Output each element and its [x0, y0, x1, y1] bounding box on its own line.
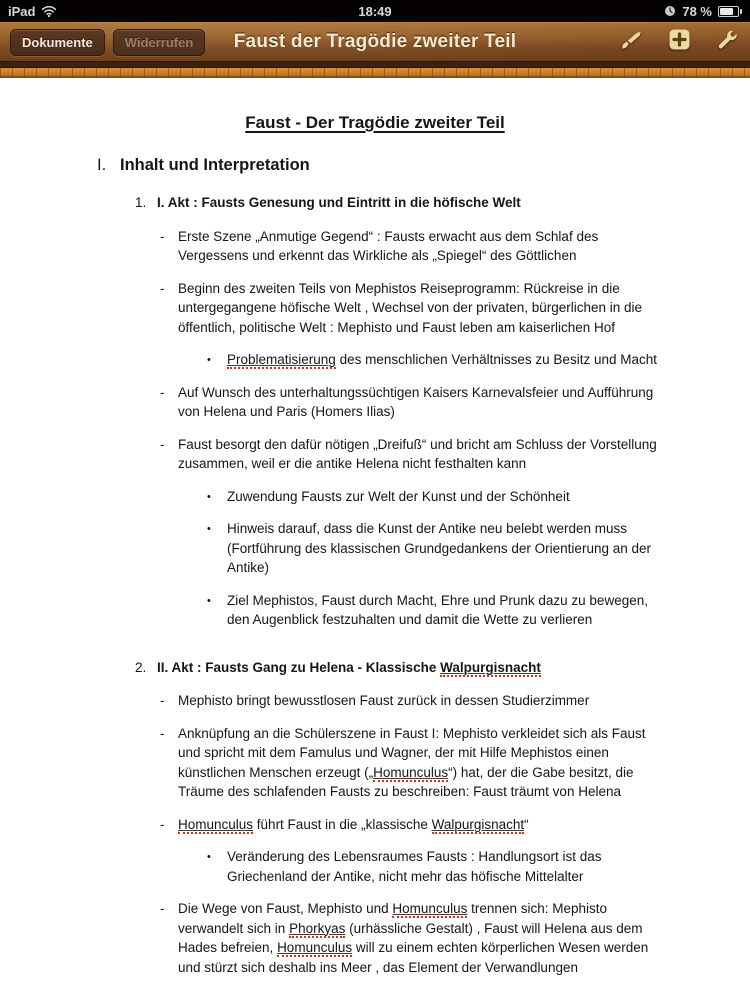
text-segment: II. Akt : Fausts Gang zu Helena - Klassische: [157, 659, 441, 675]
list-marker: •: [207, 594, 211, 607]
misspelled-word: Problematisierung: [227, 352, 336, 367]
insert-button[interactable]: [666, 29, 692, 55]
undo-button[interactable]: Widerrufen: [113, 29, 206, 56]
text-segment: Zuwendung Fausts zur Welt der Kunst und der Schönheit: [227, 488, 570, 504]
document-page[interactable]: [0, 78, 750, 1000]
text-segment: führt Faust in die „klassische: [253, 816, 432, 832]
list-marker: -: [160, 693, 165, 708]
list-marker: -: [160, 816, 165, 832]
paragraph-text: [178, 901, 648, 975]
ruler: [0, 68, 750, 78]
text-segment: Inhalt und Interpretation: [120, 156, 310, 174]
text-segment: Faust - Der Tragödie zweiter Teil: [245, 113, 505, 132]
list-marker: -: [160, 228, 165, 244]
app-toolbar: [0, 22, 750, 62]
status-time: 18:49: [358, 3, 392, 19]
status-bar: [0, 0, 750, 22]
misspelled-word: Walpurgisnacht: [440, 659, 541, 675]
wifi-icon: [41, 5, 57, 17]
list-marker: •: [207, 851, 211, 863]
outline-paragraph: [160, 691, 662, 711]
paragraph-text: [227, 593, 648, 628]
text-segment: will zu einem echten körperlichen Wesen werden und stürzt sich deshalb ins Meer , das Element der Verwandlungen: [178, 940, 649, 975]
text-segment: Ziel Mephistos, Faust durch Macht, Ehre und Prunk dazu zu bewegen, den Augenblick festzuhalten und damit die Wette zu verlieren: [227, 592, 648, 627]
paragraph-text: [178, 385, 653, 420]
text-segment: “: [524, 816, 529, 832]
paragraph-text: [227, 489, 570, 504]
list-marker: •: [207, 523, 211, 535]
misspelled-word: Homunculus: [277, 940, 353, 955]
battery-icon: [718, 6, 742, 17]
list-marker: I.: [97, 156, 107, 174]
paragraph-text: [157, 660, 541, 677]
outline-paragraph: [207, 519, 662, 578]
text-segment: Anknüpfung an die Schülerszene in Faust I: Mephisto verkleidet sich als Faust und spricht mit dem Famulus und Wagner, der mit Hilfe Mephistos einen künstlichen Menschen erzeugt („: [178, 725, 646, 780]
list-marker: 2.: [135, 659, 147, 675]
tools-button[interactable]: [714, 29, 740, 55]
list-marker: •: [207, 354, 211, 366]
outline-paragraph: [160, 227, 662, 266]
battery-percent-label: 78 %: [682, 3, 712, 19]
paragraph-text: [178, 726, 646, 800]
list-marker: 1.: [135, 195, 147, 210]
paragraph-text: [178, 817, 529, 834]
list-marker: -: [160, 725, 165, 741]
text-segment: I. Akt : Fausts Genesung und Eintritt in die höfische Welt: [157, 195, 521, 210]
outline-paragraph: [207, 487, 662, 507]
paragraph-text: [227, 352, 657, 369]
paragraph-text: [120, 156, 310, 174]
format-brush-button[interactable]: [618, 29, 644, 55]
outline-paragraph: [160, 279, 662, 338]
carrier-label: iPad: [8, 3, 36, 19]
text-segment: trennen sich: Mephisto verwandelt sich in: [178, 901, 607, 936]
document-title-bar: Faust der Tragödie zweiter Teil: [233, 31, 517, 52]
outline-paragraph: [160, 435, 662, 474]
paragraph-text: [178, 281, 642, 335]
paragraph-text: [227, 849, 601, 884]
text-segment: Die Wege von Faust, Mephisto und: [178, 901, 393, 916]
outline-paragraph: [207, 847, 662, 886]
outline-heading: [97, 155, 662, 176]
insert-plus-icon: [668, 28, 691, 56]
outline-heading: [135, 193, 662, 213]
misspelled-word: Homunculus: [178, 816, 254, 832]
list-marker: -: [160, 901, 165, 916]
outline-paragraph: [207, 350, 662, 370]
list-marker: -: [160, 436, 165, 452]
text-segment: Beginn des zweiten Teils von Mephistos Reiseprogramm: Rückreise in die untergegangene höfische Welt , Wechsel von der privaten, bürgerlichen in die öffentlich, politische Welt : Mephisto und Faust leben am kaiserlichen Hof: [178, 280, 643, 335]
paragraph-text: [178, 229, 598, 264]
outline-paragraph: [160, 899, 662, 977]
text-segment: Auf Wunsch des unterhaltungssüchtigen Kaisers Karnevalsfeier und Aufführung von Helena und Paris (Homers Ilias): [178, 384, 654, 419]
text-segment: (urhässliche Gestalt) , Faust will Helena aus dem Hades befreien,: [178, 920, 643, 955]
alarm-clock-icon: [664, 5, 676, 17]
text-segment: des menschlichen Verhältnisses zu Besitz und Macht: [335, 352, 657, 367]
text-segment: Veränderung des Lebensraumes Fausts : Handlungsort ist das Griechenland der Antike, nicht mehr das höfische Mittelalter: [227, 849, 602, 884]
text-segment: Hinweis darauf, dass die Kunst der Antike neu belebt werden muss (Fortführung des klassischen Grundgedankens der Orientierung an der Antike): [227, 521, 651, 575]
paragraph-text: [178, 693, 589, 708]
paragraph-text: [227, 521, 651, 575]
text-segment: Mephisto bringt bewusstlosen Faust zurück in dessen Studierzimmer: [178, 693, 590, 708]
text-segment: Faust besorgt den dafür nötigen „Dreifuß“ und bricht am Schluss der Vorstellung zusammen, weil er die antike Helena nicht festhalten kann: [178, 436, 657, 471]
tools-wrench-icon: [715, 28, 739, 57]
outline-paragraph: [160, 724, 662, 802]
misspelled-word: Homunculus: [373, 764, 449, 780]
paragraph-text: [178, 437, 657, 472]
text-segment: “) hat, der die Gabe besitzt, die Träume des schlafenden Fausts zu beschreiben: Faust träumt von Helena: [178, 764, 634, 799]
outline-paragraph: [160, 815, 662, 835]
misspelled-word: Walpurgisnacht: [431, 816, 525, 832]
list-marker: -: [160, 384, 165, 400]
outline-paragraph: [207, 591, 662, 630]
text-segment: Erste Szene „Anmutige Gegend“ : Fausts erwacht aus dem Schlaf des Vergessens und erkennt das Wirkliche als „Spiegel“ des Göttlichen: [178, 228, 599, 263]
document-title: [0, 112, 750, 134]
misspelled-word: Phorkyas: [289, 920, 346, 936]
paragraph-text: [245, 113, 504, 132]
list-marker: -: [160, 280, 165, 296]
outline-heading: [135, 658, 662, 678]
list-marker: •: [207, 490, 211, 503]
misspelled-word: Homunculus: [392, 901, 468, 916]
format-brush-icon: [619, 28, 643, 57]
outline-paragraph: [160, 383, 662, 422]
paragraph-text: [157, 195, 521, 210]
documents-button[interactable]: Dokumente: [10, 29, 105, 56]
